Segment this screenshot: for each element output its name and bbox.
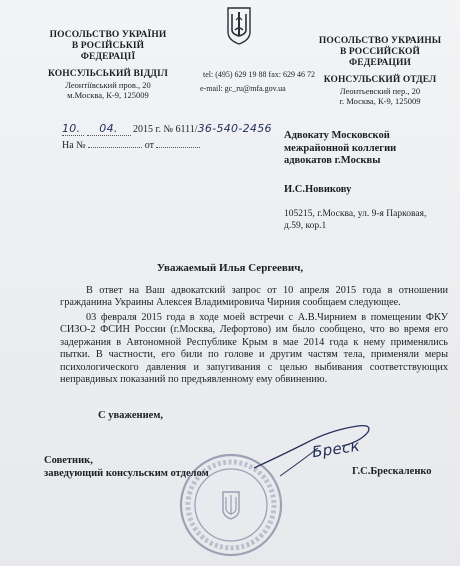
paragraph-1: В ответ на Ваш адвокатский запрос от 10 апреля 2015 года в отношении гражданина Украины Алексея Владимировича Чирния сообщаем следующее. [60, 285, 448, 309]
ot-blank [156, 147, 200, 148]
contacts-email: e-mail: gc_ru@mfa.gov.ua [200, 84, 286, 93]
signature-title-line1: Советник, [44, 455, 93, 466]
addressee-addr1: 105215, г.Москва, ул. 9-я Парковая, [284, 209, 427, 219]
date-month: 04. [87, 122, 131, 136]
reference-line [62, 122, 272, 136]
ot-label: от [144, 140, 154, 151]
paragraph-2: 03 февраля 2015 года в ходе моей встречи с А.В.Чирнием в помещении ФКУ СИЗО-2 ФСИН России (г.Москва, Лефортово) им было сообщено, что во время его задержания в Автономной Республике Крым в мае 2014 года к нему применялись пытки. В частности, его били по голове и другим частям тела, применяли меры психологического давления и запугивания с целью выбивания соответствующих неправдивых показаний по предъявленному ему обвинению. [60, 312, 448, 386]
addressee-line1: Адвокату Московской [284, 130, 390, 141]
salutation: Уважаемый Илья Сергеевич, [156, 262, 304, 274]
signature-title [44, 454, 209, 480]
header-right-dept: КОНСУЛЬСКИЙ ОТДЕЛ [323, 75, 437, 85]
addressee-line3: адвокатов г.Москвы [284, 155, 381, 166]
header-right-addr2: г. Москва, К-9, 125009 [339, 96, 421, 106]
closing: С уважением, [98, 410, 164, 421]
header-right [306, 36, 454, 106]
trident-emblem-icon [226, 6, 252, 46]
header-right-addr1: Леонтьевский пер., 20 [339, 86, 421, 96]
header-left-line3: ФЕДЕРАЦІЇ [80, 52, 136, 62]
signature-handwriting: Бреск [310, 436, 361, 462]
date-day: 10. [62, 122, 84, 136]
header-left-line2: В РОСІЙСЬКІЙ [71, 41, 145, 51]
year-label: 2015 г. [133, 124, 161, 135]
contacts-tel: tel: (495) 629 19 88 fax: 629 46 72 [203, 70, 315, 79]
header-left-addr2: м.Москва, К-9, 125009 [67, 90, 149, 100]
addressee [284, 130, 452, 232]
addressee-addr2: д.59, кор.1 [284, 221, 327, 231]
addressee-name: И.С.Новикову [284, 183, 352, 195]
addressee-line2: межрайонной коллегии [284, 142, 397, 154]
na-label: На № [62, 140, 86, 151]
signatory-name: Г.С.Брескаленко [352, 466, 432, 477]
signature-title-line2: заведующий консульским отделом [44, 468, 209, 479]
na-blank [88, 147, 142, 148]
number-label: № [163, 124, 174, 135]
header-right-line2: В РОССИЙСКОЙ [340, 47, 420, 57]
number-printed: 6111/ [175, 124, 198, 135]
header-right-line3: ФЕДЕРАЦИИ [349, 58, 411, 68]
number-handwritten: 36-540-2456 [197, 122, 272, 135]
header-left-addr1: Леонтіївський пров., 20 [65, 80, 151, 90]
header-left [38, 30, 178, 100]
header-left-line1: ПОСОЛЬСТВО УКРАЇНИ [49, 30, 167, 40]
header-right-line1: ПОСОЛЬСТВО УКРАИНЫ [318, 36, 442, 46]
reference-line-2 [62, 140, 212, 151]
header-left-dept: КОНСУЛЬСЬКИЙ ВІДДІЛ [48, 69, 168, 79]
